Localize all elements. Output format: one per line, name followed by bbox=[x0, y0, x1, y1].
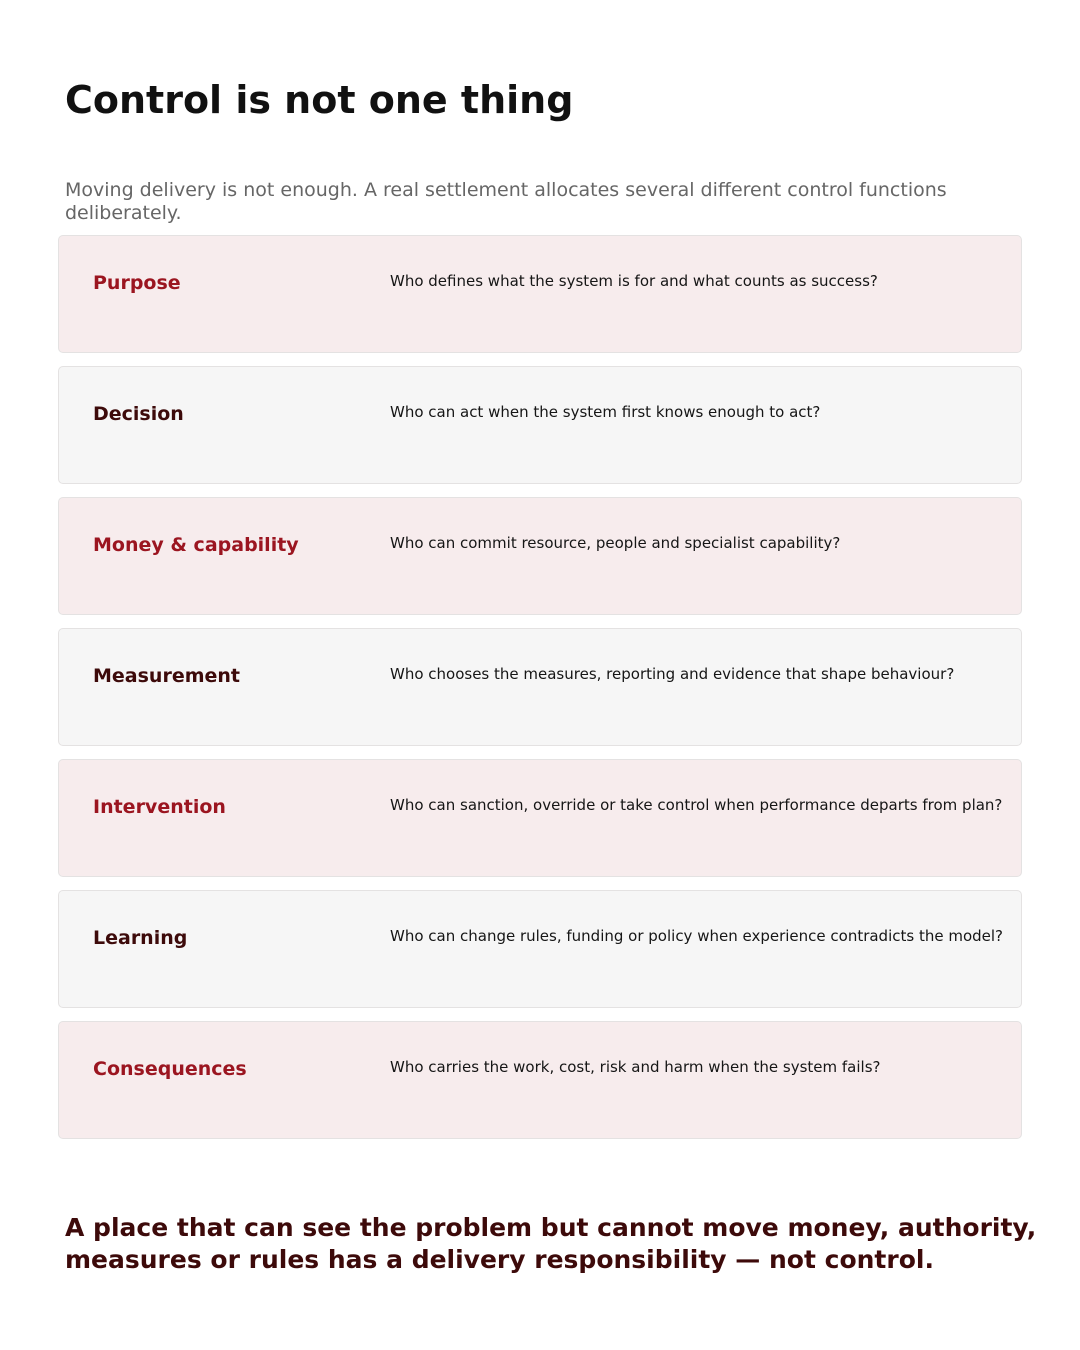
page-subtitle: Moving delivery is not enough. A real settlement allocates several different control functions deliberately. bbox=[65, 179, 947, 224]
control-function-row-money-capability bbox=[58, 497, 1022, 615]
control-function-row-consequences bbox=[58, 1021, 1022, 1139]
control-function-question: Who can commit resource, people and specialist capability? bbox=[390, 534, 841, 552]
control-function-question: Who can sanction, override or take control when performance departs from plan? bbox=[390, 796, 1003, 814]
control-function-label: Learning bbox=[93, 927, 188, 949]
control-function-label: Decision bbox=[93, 403, 184, 425]
control-function-question: Who can act when the system first knows enough to act? bbox=[390, 403, 821, 421]
control-function-question: Who defines what the system is for and what counts as success? bbox=[390, 272, 878, 290]
control-function-row-learning bbox=[58, 890, 1022, 1008]
control-function-label: Money & capability bbox=[93, 534, 299, 556]
control-function-label: Purpose bbox=[93, 272, 181, 294]
control-function-label: Measurement bbox=[93, 665, 240, 687]
page-title: Control is not one thing bbox=[65, 78, 574, 122]
control-function-question: Who chooses the measures, reporting and evidence that shape behaviour? bbox=[390, 665, 955, 683]
control-function-label: Intervention bbox=[93, 796, 226, 818]
control-function-row-intervention bbox=[58, 759, 1022, 877]
control-function-label: Consequences bbox=[93, 1058, 247, 1080]
control-function-row-measurement bbox=[58, 628, 1022, 746]
control-function-question: Who can change rules, funding or policy when experience contradicts the model? bbox=[390, 927, 1004, 945]
control-function-row-purpose bbox=[58, 235, 1022, 353]
control-function-row-decision bbox=[58, 366, 1022, 484]
closing-statement: A place that can see the problem but cannot move money, authority, measures or rules has a delivery responsibility — not control. bbox=[65, 1213, 1037, 1274]
control-function-question: Who carries the work, cost, risk and harm when the system fails? bbox=[390, 1058, 881, 1076]
control-functions-list bbox=[58, 235, 1022, 1152]
